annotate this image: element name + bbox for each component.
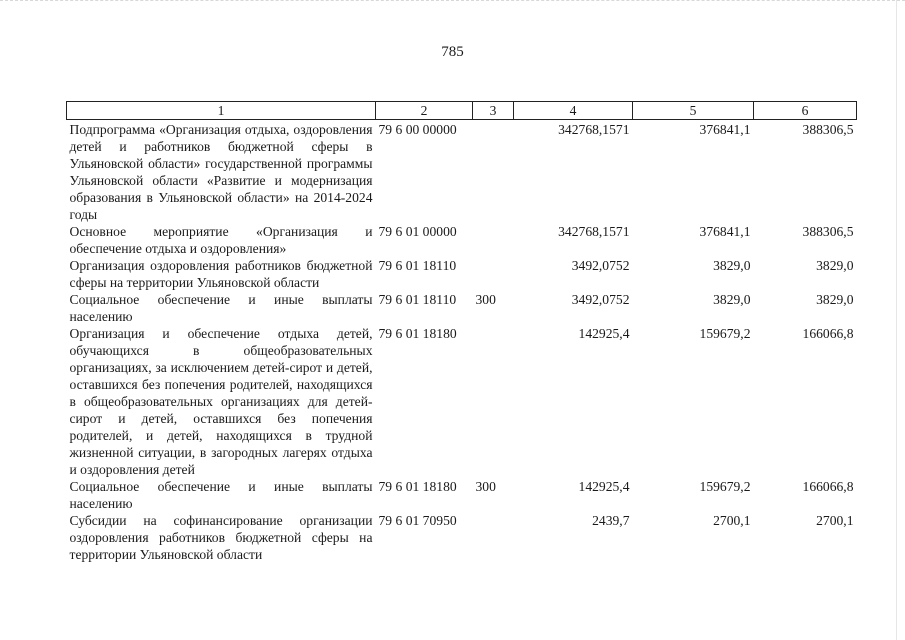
row-name: Субсидии на софинансирование организации оздоровления работников бюджетной сферы на территории Ульяновской области — [69, 513, 373, 562]
row-value-6: 166066,8 — [802, 479, 854, 494]
row-value-4: 3492,0752 — [571, 258, 630, 273]
row-value-4: 342768,1571 — [558, 224, 630, 239]
table-row — [67, 478, 857, 512]
table-row — [67, 120, 857, 224]
row-code: 79 6 01 18110 — [378, 258, 457, 273]
column-header-6: 6 — [754, 102, 857, 120]
row-code: 79 6 00 00000 — [378, 122, 457, 137]
scan-edge-right — [896, 0, 897, 640]
row-value-4: 142925,4 — [578, 479, 630, 494]
row-value-5: 159679,2 — [699, 479, 751, 494]
row-value-6: 166066,8 — [802, 326, 854, 341]
table-row — [67, 223, 857, 257]
row-value-4: 2439,7 — [592, 513, 630, 528]
row-kvr: 300 — [475, 479, 496, 494]
column-header-4: 4 — [514, 102, 633, 120]
row-value-6: 3829,0 — [816, 292, 854, 307]
row-kvr — [473, 120, 514, 224]
row-value-5: 2700,1 — [713, 513, 751, 528]
column-header-2: 2 — [376, 102, 473, 120]
row-code: 79 6 01 18180 — [378, 326, 457, 341]
row-code: 79 6 01 18110 — [378, 292, 457, 307]
table-row — [67, 512, 857, 563]
table-row — [67, 291, 857, 325]
row-code: 79 6 01 00000 — [378, 224, 457, 239]
scan-edge-top — [0, 0, 905, 13]
row-value-6: 2700,1 — [816, 513, 854, 528]
row-value-4: 142925,4 — [578, 326, 630, 341]
row-value-6: 388306,5 — [802, 224, 854, 239]
row-kvr — [473, 512, 514, 563]
row-value-4: 3492,0752 — [571, 292, 630, 307]
column-header-1: 1 — [67, 102, 376, 120]
row-name: Социальное обеспечение и иные выплаты населению — [69, 292, 373, 324]
row-value-6: 388306,5 — [802, 122, 854, 137]
row-value-5: 159679,2 — [699, 326, 751, 341]
row-name: Социальное обеспечение и иные выплаты населению — [69, 479, 373, 511]
row-value-5: 376841,1 — [699, 224, 751, 239]
budget-table — [66, 101, 857, 563]
table-row — [67, 257, 857, 291]
row-value-5: 376841,1 — [699, 122, 751, 137]
row-value-5: 3829,0 — [713, 258, 751, 273]
column-header-5: 5 — [633, 102, 754, 120]
row-name: Подпрограмма «Организация отдыха, оздоровления детей и работников бюджетной сферы в Ульяновской области» государственной программы Ульяновской области «Развитие и модернизация образования в Ульяновской области» на 2014-2024 годы — [69, 122, 373, 222]
row-value-5: 3829,0 — [713, 292, 751, 307]
row-code: 79 6 01 70950 — [378, 513, 457, 528]
row-kvr — [473, 257, 514, 291]
row-kvr — [473, 325, 514, 478]
page-number: 785 — [441, 44, 464, 60]
table-row — [67, 325, 857, 478]
row-kvr: 300 — [475, 292, 496, 307]
row-code: 79 6 01 18180 — [378, 479, 457, 494]
row-name: Основное мероприятие «Организация и обеспечение отдыха и оздоровления» — [69, 224, 373, 256]
table-header — [67, 102, 857, 120]
row-name: Организация оздоровления работников бюджетной сферы на территории Ульяновской области — [69, 258, 373, 290]
row-kvr — [473, 223, 514, 257]
row-value-6: 3829,0 — [816, 258, 854, 273]
row-name: Организация и обеспечение отдыха детей, обучающихся в общеобразовательных организациях, за исключением детей-сирот и детей, оставшихся без попечения родителей, находящихся в общеобразовательных организациях для детей-сирот и детей, оставшихся без попечения родителей, и детей, находящихся в трудной жизненной ситуации, в загородных лагерях отдыха и оздоровления детей — [69, 326, 373, 477]
row-value-4: 342768,1571 — [558, 122, 630, 137]
column-header-3: 3 — [473, 102, 514, 120]
